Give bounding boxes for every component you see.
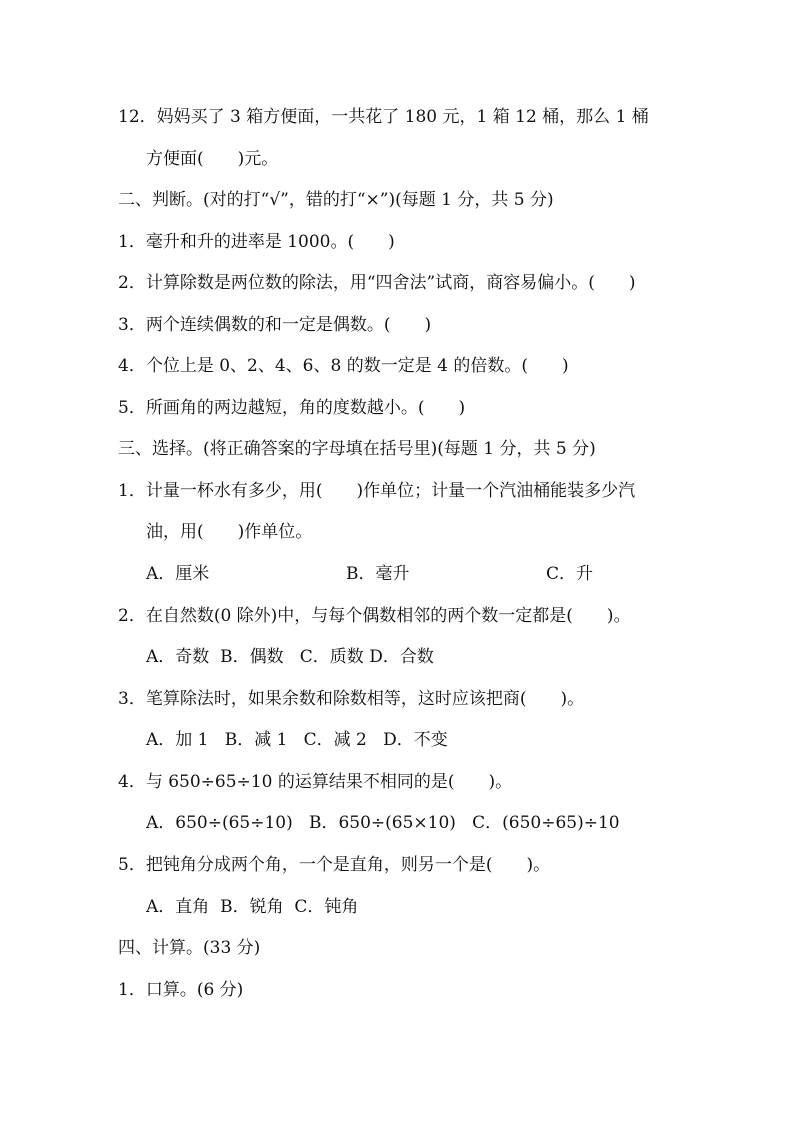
- judgment-item-5: 5．所画角的两边越短，角的度数越小。( ): [118, 398, 466, 418]
- q12-line1: 12．妈妈买了 3 箱方便面，一共花了 180 元，1 箱 12 桶，那么 1 桶: [118, 107, 649, 127]
- choice-q1-line2: 油，用( )作单位。: [146, 522, 313, 542]
- choice-q3-stem: 3．笔算除法时，如果余数和除数相等，这时应该把商( )。: [118, 689, 585, 709]
- section4-heading: 四、计算。(33 分): [118, 938, 261, 958]
- choice-q3-options: A．加 1 B．减 1 C．减 2 D．不变: [146, 730, 448, 750]
- choice-q1-option-c: C．升: [546, 564, 594, 584]
- choice-q5-options: A．直角 B．锐角 C．钝角: [146, 897, 359, 917]
- choice-q2-stem: 2．在自然数(0 除外)中，与每个偶数相邻的两个数一定都是( )。: [118, 606, 631, 626]
- section3-heading: 三、选择。(将正确答案的字母填在括号里)(每题 1 分，共 5 分): [118, 439, 596, 459]
- choice-q2-options: A．奇数 B．偶数 C．质数 D．合数: [146, 647, 434, 667]
- choice-q4-stem: 4．与 650÷65÷10 的运算结果不相同的是( )。: [118, 772, 513, 792]
- section4-sub1: 1．口算。(6 分): [118, 980, 244, 1000]
- choice-q1-line1: 1．计量一杯水有多少，用( )作单位；计量一个汽油桶能装多少汽: [118, 481, 636, 501]
- section2-heading: 二、判断。(对的打“√”，错的打“×”)(每题 1 分，共 5 分): [118, 190, 554, 210]
- judgment-item-1: 1．毫升和升的进率是 1000。( ): [118, 232, 395, 252]
- q12-line2: 方便面( )元。: [146, 149, 279, 169]
- choice-q4-options: A．650÷(65÷10) B．650÷(65×10) C．(650÷65)÷10: [146, 813, 620, 833]
- judgment-item-3: 3．两个连续偶数的和一定是偶数。( ): [118, 315, 432, 335]
- choice-q1-option-a: A．厘米: [146, 564, 210, 584]
- choice-q5-stem: 5．把钝角分成两个角，一个是直角，则另一个是( )。: [118, 855, 551, 875]
- choice-q1-option-b: B．毫升: [346, 564, 410, 584]
- judgment-item-4: 4．个位上是 0、2、4、6、8 的数一定是 4 的倍数。( ): [118, 356, 569, 376]
- judgment-item-2: 2．计算除数是两位数的除法，用“四舍法”试商，商容易偏小。( ): [118, 273, 636, 293]
